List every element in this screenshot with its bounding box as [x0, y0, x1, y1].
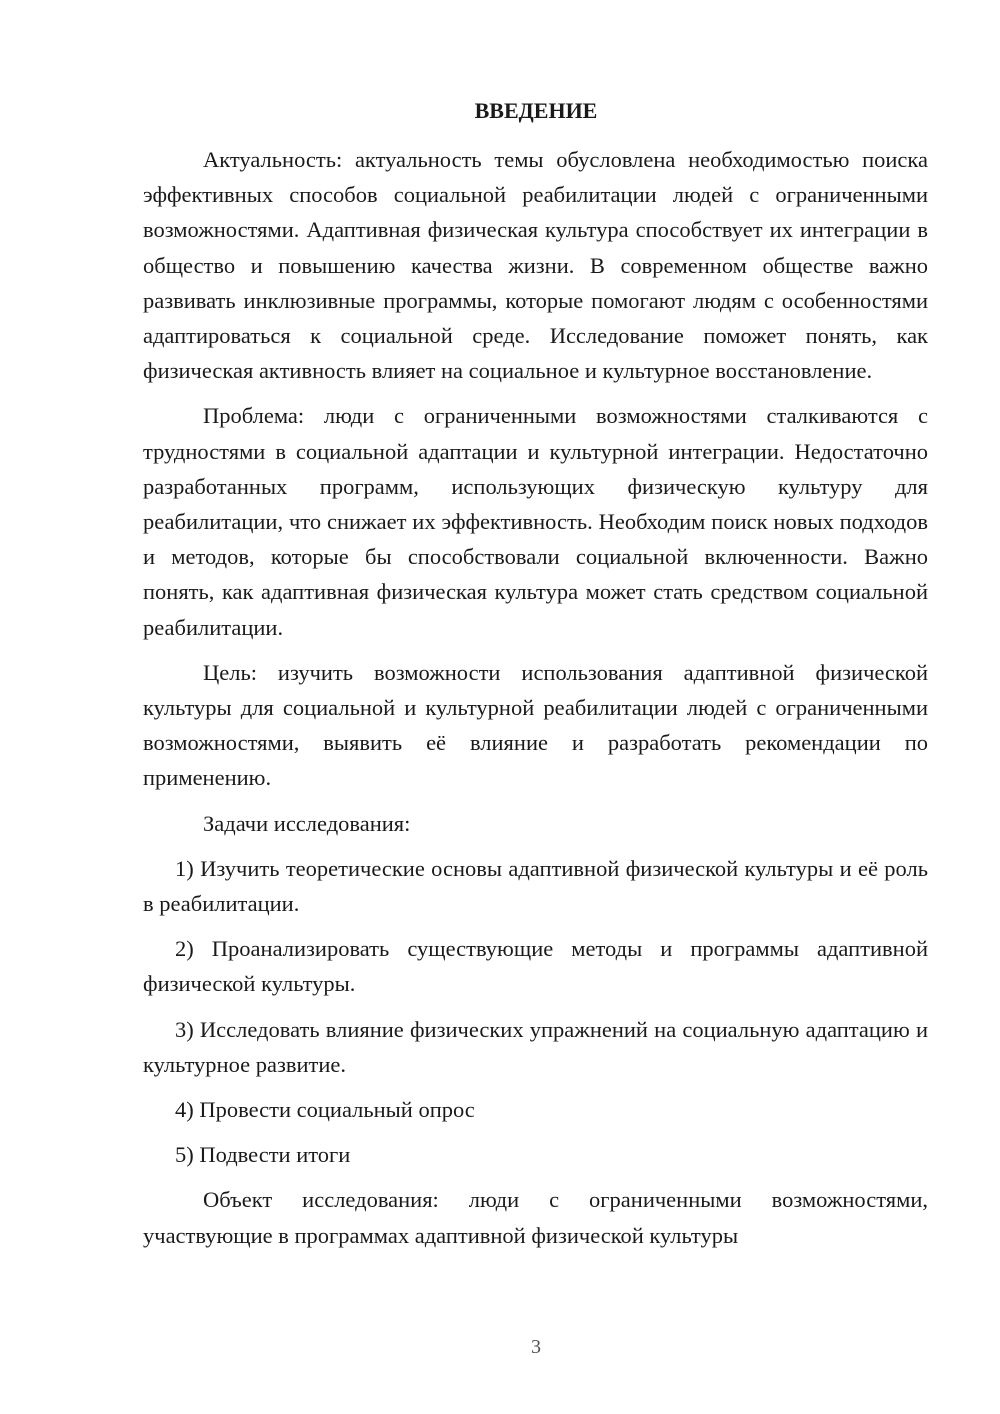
task-item-3: 3) Исследовать влияние физических упражнений на социальную адаптацию и культурное развитие. — [143, 1016, 928, 1077]
problem-paragraph: Проблема: люди с ограниченными возможностями сталкиваются с трудностями в социальной адаптации и культурной интеграции. Недостаточно разработанных программ, использующих физическую культуру для реабилитации, что снижает их эффективность. Необходим поиск новых подходов и методов, которые бы способствовали социальной включенности. Важно понять, как адаптивная физическая культура может стать средством социальной реабилитации. — [143, 403, 928, 640]
goal-paragraph: Цель: изучить возможности использования адаптивной физической культуры для социальной и культурной реабилитации людей с ограниченными возможностями, выявить её влияние и разработать рекомендации по применению. — [143, 659, 928, 791]
object-paragraph: Объект исследования: люди с ограниченными возможностями, участвующие в программах адаптивной физической культуры — [143, 1187, 928, 1248]
task-item-5: 5) Подвести итоги — [175, 1142, 351, 1168]
task-item-1: 1) Изучить теоретические основы адаптивной физической культуры и её роль в реабилитации. — [143, 855, 928, 917]
body-text — [143, 142, 928, 1253]
section-heading: ВВЕДЕНИЕ — [474, 98, 598, 123]
tasks-heading: Задачи исследования: — [203, 810, 411, 836]
page-number: 3 — [531, 1336, 541, 1358]
task-item-2: 2) Проанализировать существующие методы и программы адаптивной физической культуры. — [143, 936, 928, 997]
relevance-paragraph: Актуальность: актуальность темы обусловлена необходимостью поиска эффективных способов социальной реабилитации людей с ограниченными возможностями. Адаптивная физическая культура способствует их интеграции в общество и повышению качества жизни. В современном обществе важно развивать инклюзивные программы, которые помогают людям с особенностями адаптироваться к социальной среде. Исследование поможет понять, как физическая активность влияет на социальное и культурное восстановление. — [143, 147, 928, 384]
task-item-4: 4) Провести социальный опрос — [175, 1097, 475, 1123]
